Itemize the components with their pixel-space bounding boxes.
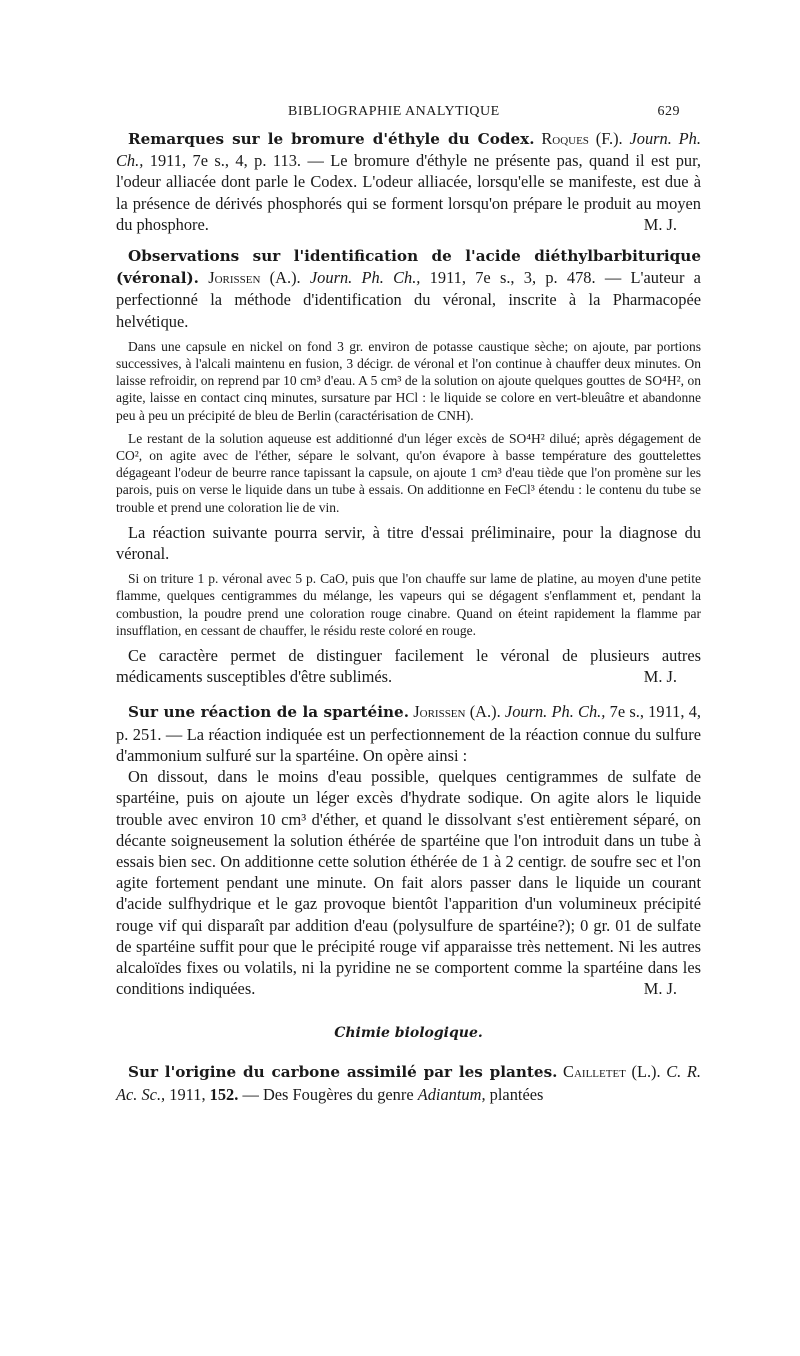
article-body: — Le bromure d'éthyle ne présente pas, quand il est pur, l'odeur alliacée dont parle le Codex. L'odeur alliacée, lorsqu'elle se manifeste, est due à la présence de dérivés phosphorés qui se forment lorsqu'on prépare le produit au moyen du phosphore. xyxy=(116,151,701,234)
procedure-paragraph: Dans une capsule en nickel on fond 3 gr. environ de potasse caustique sèche; on ajoute, par portions successives, à l'alcali maintenu en fusion, 3 décigr. de véronal et l'on continue à chauffer deux minutes. On laisse refroidir, on reprend par 10 cm³ d'eau. A 5 cm³ de la solution on ajoute quelques gouttes de SO⁴H², on agite, laisse en contact cinq minutes, sursature par HCl : le liquide se colore en vert-bleuâtre et abandonne peu à peu un précipité de bleu de Berlin (caractérisation de CNH). xyxy=(116,338,701,423)
article-title: Sur l'origine du carbone assimilé par les plantes. xyxy=(128,1063,558,1082)
article-reference: 7e s., 1911, 4, p. 251. xyxy=(116,702,701,744)
article-bromure xyxy=(116,128,701,235)
article-author: Jorissen (A.). xyxy=(413,702,501,722)
article-body-end: plantées xyxy=(489,1084,544,1104)
article-reference: 1911, 7e s., 4, p. 113. xyxy=(149,151,301,171)
paragraph-text: On dissout, dans le moins d'eau possible, quelques centigrammes de sulfate de spartéine, puis on ajoute un léger excès d'hydrate sodique. On agite alors le liquide trouble avec environ 10 cm³ d'éther, et quand le dissolvant s'est entièrement séparé, on décante soigneusement la solution éthérée de spartéine que l'on introduit dans un tube à essais bien sec. On additionne cette solution éthérée de 1 à 2 centigr. de soufre sec et l'on agite fortement pendant une minute. On fait alors passer dans le liquide un courant d'acide sulfhydrique et le gaz provoque bientôt l'apparition d'un volumineux précipité rouge vif qui disparaît par addition d'eau (polysulfure de spartéine?); 0 gr. 01 de sulfate de spartéine suffit pour que le précipité rouge vif apparaisse très nettement. Ni les autres alcaloïdes fixes ou volatils, ni la pyridine ne se comportent comme la spartéine dans les conditions indiquées. xyxy=(116,767,701,999)
article-author: Cailletet (L.). xyxy=(563,1062,661,1082)
article-journal: C. R. Ac. Sc., xyxy=(116,1062,701,1104)
article-author: Roques (F.). xyxy=(541,129,623,148)
article-journal: Journ. Ph. Ch., xyxy=(504,702,606,722)
article-reference: 1911, 7e s., 3, p. 478. xyxy=(429,268,596,288)
body-paragraph xyxy=(116,766,701,999)
paragraph-text: Ce caractère permet de distinguer facilement le véronal de plusieurs autres médicaments susceptibles d'être sublimés. xyxy=(116,646,701,687)
section-heading: Chimie biologique. xyxy=(334,1025,483,1042)
genus-name: Adiantum, xyxy=(417,1084,486,1104)
procedure-paragraph: Le restant de la solution aqueuse est additionné d'un léger excès de SO⁴H² dilué; après dégagement de CO², on agite avec de l'éther, sépare le solvant, qu'on évapore à basse température des gouttelettes dégageant l'odeur de beurre rance tapissant la capsule, on ajoute 1 cm³ d'eau tiède que l'on promène sur les parois, puis on verse le liquide dans un tube à essais. On additionne en FeCl³ étendu : le contenu du tube se trouble et prend une coloration lie de vin. xyxy=(116,430,701,515)
article-journal: Journ. Ph. Ch., xyxy=(116,129,701,171)
article-signature: M. J. xyxy=(643,667,677,687)
article-intro: — L'auteur a perfectionné la méthode d'identification du véronal, inscrite à la Pharmacopée helvétique. xyxy=(116,268,701,331)
article-carbone xyxy=(116,1061,701,1104)
article-journal: Journ. Ph. Ch., xyxy=(309,268,421,288)
article-signature: M. J. xyxy=(643,979,677,999)
article-title: Remarques sur le bromure d'éthyle du Codex. xyxy=(128,130,535,148)
article-body: — Des Fougères du genre xyxy=(242,1084,414,1104)
page-body xyxy=(116,128,701,1105)
article-title: Observations sur l'identification de l'acide diéthylbarbiturique (véronal). xyxy=(116,247,701,288)
article-signature: M. J. xyxy=(643,214,677,234)
article-sparteine xyxy=(116,701,701,766)
article-title: Sur une réaction de la spartéine. xyxy=(128,703,409,722)
article-veronal xyxy=(116,245,701,332)
body-paragraph xyxy=(116,645,701,687)
article-author: Jorissen (A.). xyxy=(208,268,301,288)
page-number: 629 xyxy=(657,104,680,119)
article-intro: — La réaction indiquée est un perfectionnement de la réaction connue du sulfure d'ammonium sulfuré sur la spartéine. On opère ainsi : xyxy=(116,724,701,765)
running-title: BIBLIOGRAPHIE ANALYTIQUE xyxy=(288,104,500,119)
article-reference-volume: 152. xyxy=(209,1084,239,1104)
procedure-paragraph: Si on triture 1 p. véronal avec 5 p. CaO, puis que l'on chauffe sur lame de platine, au moyen d'une petite flamme, quelques centigrammes du mélange, les vapeurs qui se dégagent s'enflamment et, pendant la combustion, la poudre prend une coloration rouge cinabre. Quand on éteint rapidement la flamme par insufflation, en cessant de chauffer, le résidu reste coloré en rouge. xyxy=(116,571,701,638)
article-reference-year: 1911, xyxy=(169,1084,206,1104)
body-paragraph: La réaction suivante pourra servir, à titre d'essai préliminaire, pour la diagnose du véronal. xyxy=(116,522,701,564)
